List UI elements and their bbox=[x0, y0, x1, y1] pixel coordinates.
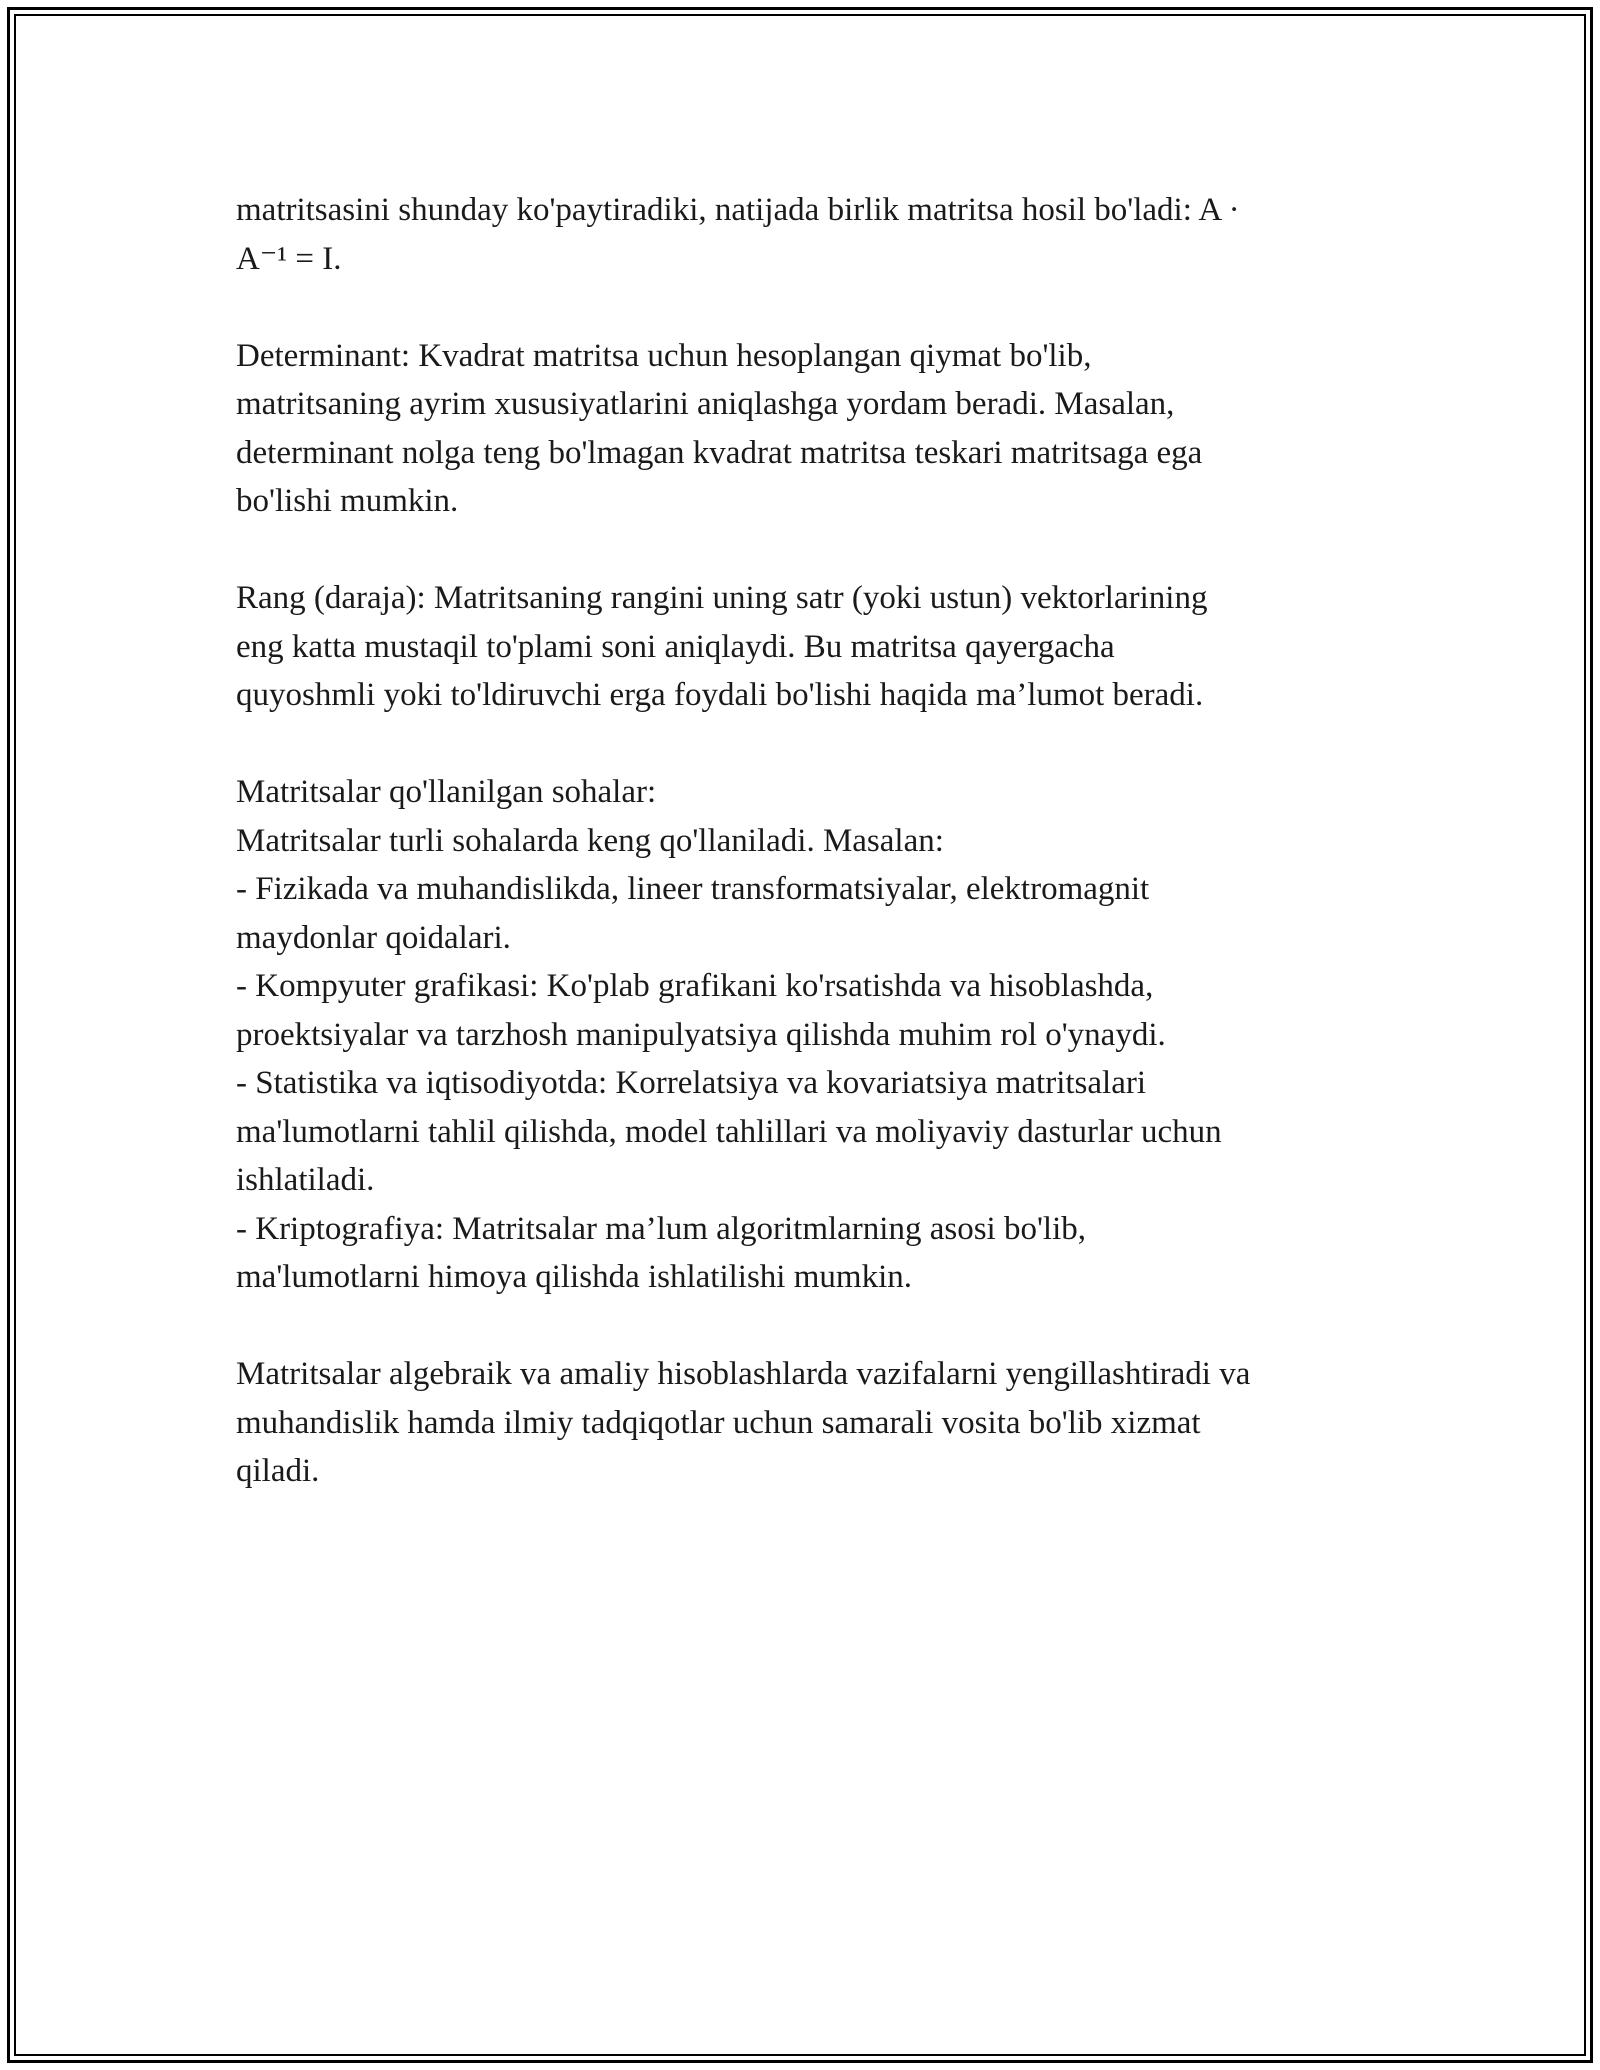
text-line: ma'lumotlarni tahlil qilishda, model tahlillari va moliyaviy dasturlar uchun bbox=[236, 1113, 1222, 1150]
text-line: proektsiyalar va tarzhosh manipulyatsiya qilishda muhim rol o'ynaydi. bbox=[236, 1016, 1166, 1053]
paragraph-applications bbox=[236, 768, 1396, 1302]
text-line: ma'lumotlarni himoya qilishda ishlatilishi mumkin. bbox=[236, 1259, 912, 1295]
text-line: determinant nolga teng bo'lmagan kvadrat matritsa teskari matritsaga ega bbox=[236, 434, 1203, 471]
list-item-statistics: - Statistika va iqtisodiyotda: Korrelatsiya va kovariatsiya matritsalari bbox=[236, 1065, 1147, 1101]
list-item-cryptography: - Kriptografiya: Matritsalar ma’lum algoritmlarning asosi bo'lib, bbox=[236, 1210, 1086, 1247]
text-line: ishlatiladi. bbox=[236, 1162, 375, 1198]
text-line: matritsaning ayrim xususiyatlarini aniqlashga yordam beradi. Masalan, bbox=[236, 386, 1175, 422]
text-line: Determinant: Kvadrat matritsa uchun hesoplangan qiymat bo'lib, bbox=[236, 337, 1092, 374]
paragraph-rank bbox=[236, 574, 1396, 720]
text-line: Matritsalar algebraik va amaliy hisoblashlarda vazifalarni yengillashtiradi va bbox=[236, 1356, 1251, 1392]
text-line: bo'lishi mumkin. bbox=[236, 483, 459, 519]
section-heading: Matritsalar qo'llanilgan sohalar: bbox=[236, 774, 657, 810]
text-line: quyoshmli yoki to'ldiruvchi erga foydali bo'lishi haqida ma’lumot beradi. bbox=[236, 677, 1204, 713]
paragraph-determinant bbox=[236, 332, 1396, 526]
list-item-physics: - Fizikada va muhandislikda, lineer transformatsiyalar, elektromagnit bbox=[236, 871, 1150, 907]
paragraph-inverse-definition bbox=[236, 186, 1396, 283]
text-line: muhandislik hamda ilmiy tadqiqotlar uchun samarali vosita bo'lib xizmat bbox=[236, 1404, 1201, 1441]
text-line: maydonlar qoidalari. bbox=[236, 919, 511, 956]
text-line: eng katta mustaqil to'plami soni aniqlaydi. Bu matritsa qayergacha bbox=[236, 628, 1115, 665]
document-body bbox=[236, 186, 1396, 1544]
text-line: Rang (daraja): Matritsaning rangini uning satr (yoki ustun) vektorlarining bbox=[236, 580, 1208, 616]
text-line: A⁻¹ = I. bbox=[236, 240, 342, 277]
paragraph-conclusion bbox=[236, 1350, 1396, 1496]
list-item-graphics: - Kompyuter grafikasi: Ko'plab grafikani ko'rsatishda va hisoblashda, bbox=[236, 968, 1154, 1004]
text-line: Matritsalar turli sohalarda keng qo'llaniladi. Masalan: bbox=[236, 822, 944, 859]
text-line: qiladi. bbox=[236, 1453, 320, 1489]
text-line: matritsasini shunday ko'paytiradiki, natijada birlik matritsa hosil bo'ladi: A · bbox=[236, 192, 1240, 228]
